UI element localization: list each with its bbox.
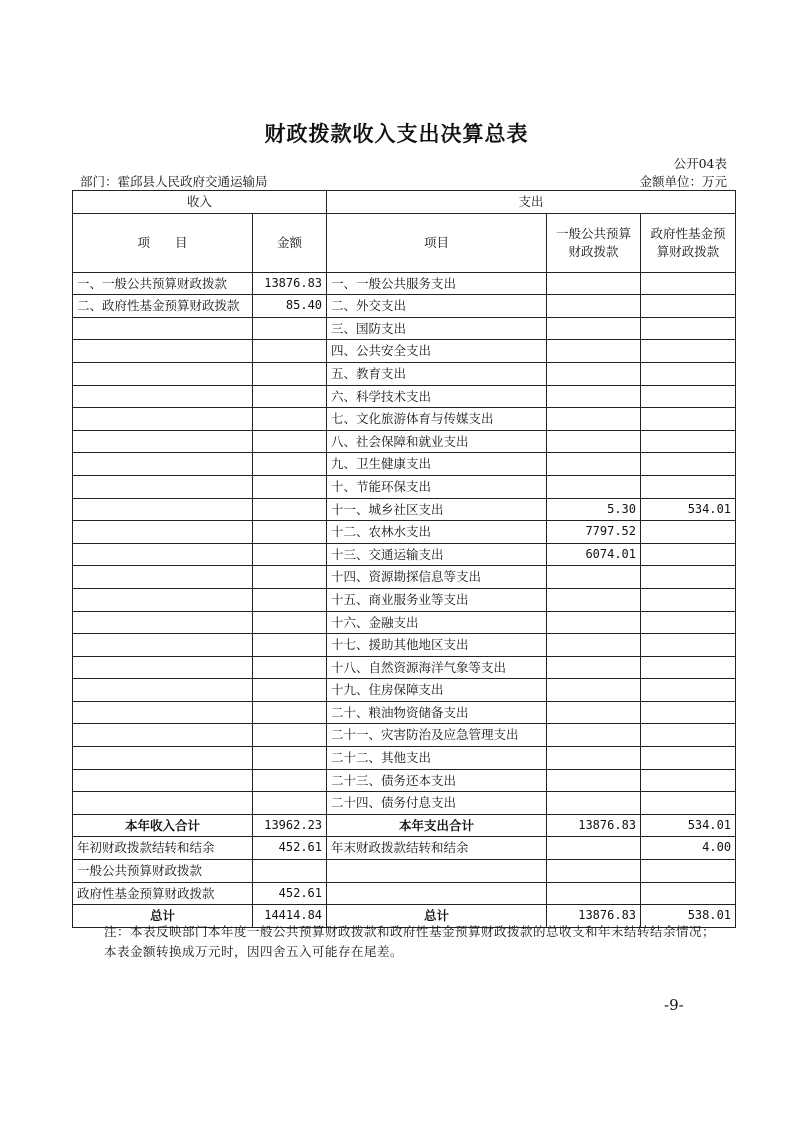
- income-amount-cell: [253, 588, 327, 611]
- expense-item-cell: 十二、农林水支出: [327, 521, 547, 544]
- begin-balance-amount: 452.61: [253, 837, 327, 860]
- expense-item-cell: 十一、城乡社区支出: [327, 498, 547, 521]
- fund-amount-cell: [641, 724, 736, 747]
- general-amount-cell: 7797.52: [547, 521, 641, 544]
- income-amount-cell: [253, 792, 327, 815]
- income-item-cell: [73, 340, 253, 363]
- expense-item-cell: 二十二、其他支出: [327, 747, 547, 770]
- income-amount-cell: [253, 747, 327, 770]
- income-amount-cell: [253, 408, 327, 431]
- table-row: [73, 792, 736, 815]
- general-amount-cell: [547, 769, 641, 792]
- income-amount-cell: [253, 566, 327, 589]
- table-row: [73, 475, 736, 498]
- table-row: [73, 656, 736, 679]
- table-row: [73, 408, 736, 431]
- general-amount-cell: [547, 566, 641, 589]
- table-row: [73, 701, 736, 724]
- income-item-cell: [73, 566, 253, 589]
- general-amount-cell: [547, 747, 641, 770]
- grand-income-amount: 14414.84: [253, 905, 327, 928]
- department-label: 部门：霍邱县人民政府交通运输局: [80, 174, 268, 189]
- footnote: 注：本表反映部门本年度一般公共预算财政拨款和政府性基金预算财政拨款的总收支和年末结转结余情况；本表金额转换成万元时，因四舍五入可能存在尾差。: [104, 924, 716, 959]
- fund-amount-cell: [641, 475, 736, 498]
- general-amount-cell: 6074.01: [547, 543, 641, 566]
- income-item-cell: [73, 792, 253, 815]
- fund-amount-cell: [641, 521, 736, 544]
- general-carry-row: [73, 860, 736, 883]
- grand-expense-label: 总计: [327, 905, 547, 928]
- expense-item-cell: 十、节能环保支出: [327, 475, 547, 498]
- expense-item-cell: 四、公共安全支出: [327, 340, 547, 363]
- expense-item-cell: 二、外交支出: [327, 295, 547, 318]
- fund-amount-cell: [641, 679, 736, 702]
- general-budget-header: 一般公共预算财政拨款: [547, 213, 641, 272]
- income-item-cell: [73, 747, 253, 770]
- budget-table: [72, 190, 736, 928]
- table-row: [73, 679, 736, 702]
- expense-item-cell: 二十四、债务付息支出: [327, 792, 547, 815]
- begin-balance-label: 年初财政拨款结转和结余: [73, 837, 253, 860]
- income-amount-header: 金额: [253, 213, 327, 272]
- general-amount-cell: [547, 701, 641, 724]
- expense-item-cell: 十四、资源勘探信息等支出: [327, 566, 547, 589]
- fund-amount-cell: [641, 408, 736, 431]
- general-carry-label: 一般公共预算财政拨款: [73, 860, 253, 883]
- form-number: 公开04表: [673, 156, 727, 171]
- income-item-cell: [73, 679, 253, 702]
- general-amount-cell: [547, 453, 641, 476]
- table-row: [73, 634, 736, 657]
- income-amount-cell: [253, 385, 327, 408]
- fund-amount-cell: [641, 295, 736, 318]
- fund-amount-cell: [641, 769, 736, 792]
- page-number: -9-: [664, 996, 684, 1014]
- fund-amount-cell: [641, 317, 736, 340]
- table-row: [73, 340, 736, 363]
- fund-amount-cell: 534.01: [641, 498, 736, 521]
- fund-amount-cell: [641, 385, 736, 408]
- income-amount-cell: [253, 340, 327, 363]
- expense-item-cell: 二十三、债务还本支出: [327, 769, 547, 792]
- fund-carry-row: [73, 882, 736, 905]
- income-item-cell: [73, 634, 253, 657]
- expense-header: 支出: [327, 191, 736, 214]
- table-row: [73, 588, 736, 611]
- income-amount-cell: [253, 362, 327, 385]
- general-amount-cell: [547, 792, 641, 815]
- expense-item-cell: 七、文化旅游体育与传媒支出: [327, 408, 547, 431]
- unit-label: 金额单位：万元: [639, 174, 727, 189]
- table-row: [73, 747, 736, 770]
- expense-item-cell: 五、教育支出: [327, 362, 547, 385]
- carryover-row: [73, 837, 736, 860]
- expense-item-cell: 八、社会保障和就业支出: [327, 430, 547, 453]
- income-item-cell: 一、一般公共预算财政拨款: [73, 272, 253, 295]
- expense-item-cell: 一、一般公共服务支出: [327, 272, 547, 295]
- income-item-cell: [73, 385, 253, 408]
- general-amount-cell: [547, 430, 641, 453]
- income-amount-cell: [253, 498, 327, 521]
- income-amount-cell: [253, 543, 327, 566]
- income-item-cell: [73, 611, 253, 634]
- income-amount-cell: [253, 634, 327, 657]
- income-item-cell: [73, 769, 253, 792]
- fund-amount-cell: [641, 543, 736, 566]
- expense-item-cell: 十三、交通运输支出: [327, 543, 547, 566]
- end-balance-general: [547, 837, 641, 860]
- general-amount-cell: [547, 317, 641, 340]
- end-balance-label: 年末财政拨款结转和结余: [327, 837, 547, 860]
- grand-income-label: 总计: [73, 905, 253, 928]
- expense-total-fund: 534.01: [641, 814, 736, 837]
- general-amount-cell: [547, 295, 641, 318]
- income-amount-cell: [253, 453, 327, 476]
- expense-item-cell: 十六、金融支出: [327, 611, 547, 634]
- income-amount-cell: [253, 701, 327, 724]
- expense-item-cell: 十七、援助其他地区支出: [327, 634, 547, 657]
- income-item-cell: [73, 588, 253, 611]
- table-row: [73, 272, 736, 295]
- expense-item-cell: 十九、住房保障支出: [327, 679, 547, 702]
- general-amount-cell: [547, 272, 641, 295]
- income-item-cell: [73, 656, 253, 679]
- fund-amount-cell: [641, 611, 736, 634]
- expense-item-cell: 三、国防支出: [327, 317, 547, 340]
- income-item-cell: [73, 701, 253, 724]
- table-row: [73, 543, 736, 566]
- fund-amount-cell: [641, 701, 736, 724]
- income-item-cell: [73, 543, 253, 566]
- table-row: [73, 498, 736, 521]
- expense-item-cell: 二十一、灾害防治及应急管理支出: [327, 724, 547, 747]
- table-row: [73, 566, 736, 589]
- fund-amount-cell: [641, 430, 736, 453]
- fund-carry-label: 政府性基金预算财政拨款: [73, 882, 253, 905]
- income-item-cell: [73, 408, 253, 431]
- fund-amount-cell: [641, 588, 736, 611]
- general-amount-cell: [547, 724, 641, 747]
- income-amount-cell: [253, 724, 327, 747]
- fund-amount-cell: [641, 272, 736, 295]
- expense-item-cell: 二十、粮油物资储备支出: [327, 701, 547, 724]
- income-amount-cell: [253, 317, 327, 340]
- general-amount-cell: [547, 634, 641, 657]
- general-amount-cell: [547, 611, 641, 634]
- income-amount-cell: 13876.83: [253, 272, 327, 295]
- general-amount-cell: [547, 656, 641, 679]
- income-item-cell: [73, 521, 253, 544]
- fund-amount-cell: [641, 792, 736, 815]
- fund-amount-cell: [641, 656, 736, 679]
- income-amount-cell: [253, 656, 327, 679]
- income-item-cell: [73, 453, 253, 476]
- expense-item-cell: 六、科学技术支出: [327, 385, 547, 408]
- table-row: [73, 317, 736, 340]
- page-title: 财政拨款收入支出决算总表: [264, 122, 529, 146]
- fund-carry-amount: 452.61: [253, 882, 327, 905]
- income-amount-cell: [253, 430, 327, 453]
- income-item-cell: [73, 317, 253, 340]
- income-item-cell: 二、政府性基金预算财政拨款: [73, 295, 253, 318]
- income-item-cell: [73, 498, 253, 521]
- fund-amount-cell: [641, 747, 736, 770]
- general-amount-cell: [547, 340, 641, 363]
- table-row: [73, 769, 736, 792]
- fund-amount-cell: [641, 362, 736, 385]
- table-row: [73, 724, 736, 747]
- income-amount-cell: [253, 611, 327, 634]
- income-amount-cell: [253, 521, 327, 544]
- table-row: [73, 453, 736, 476]
- income-item-cell: [73, 362, 253, 385]
- fund-amount-cell: [641, 340, 736, 363]
- general-amount-cell: [547, 385, 641, 408]
- income-item-cell: [73, 724, 253, 747]
- table-row: [73, 611, 736, 634]
- income-amount-cell: [253, 769, 327, 792]
- expense-total-label: 本年支出合计: [327, 814, 547, 837]
- table-row: [73, 430, 736, 453]
- fund-amount-cell: [641, 453, 736, 476]
- income-item-header: 项 目: [73, 213, 253, 272]
- grand-expense-fund: 538.01: [641, 905, 736, 928]
- grand-expense-general: 13876.83: [547, 905, 641, 928]
- general-carry-amount: [253, 860, 327, 883]
- general-amount-cell: 5.30: [547, 498, 641, 521]
- general-amount-cell: [547, 408, 641, 431]
- expense-total-general: 13876.83: [547, 814, 641, 837]
- income-amount-cell: [253, 679, 327, 702]
- fund-budget-header: 政府性基金预算财政拨款: [641, 213, 736, 272]
- income-total-amount: 13962.23: [253, 814, 327, 837]
- expense-item-cell: 九、卫生健康支出: [327, 453, 547, 476]
- table-row: [73, 385, 736, 408]
- table-row: [73, 295, 736, 318]
- expense-item-cell: 十八、自然资源海洋气象等支出: [327, 656, 547, 679]
- table-row: [73, 521, 736, 544]
- year-total-row: [73, 814, 736, 837]
- general-amount-cell: [547, 679, 641, 702]
- income-header: 收入: [73, 191, 327, 214]
- income-item-cell: [73, 475, 253, 498]
- fund-amount-cell: [641, 634, 736, 657]
- general-amount-cell: [547, 362, 641, 385]
- expense-item-header: 项目: [327, 213, 547, 272]
- end-balance-fund: 4.00: [641, 837, 736, 860]
- income-total-label: 本年收入合计: [73, 814, 253, 837]
- general-amount-cell: [547, 588, 641, 611]
- table-row: [73, 362, 736, 385]
- fund-amount-cell: [641, 566, 736, 589]
- income-amount-cell: [253, 475, 327, 498]
- expense-item-cell: 十五、商业服务业等支出: [327, 588, 547, 611]
- income-item-cell: [73, 430, 253, 453]
- general-amount-cell: [547, 475, 641, 498]
- income-amount-cell: 85.40: [253, 295, 327, 318]
